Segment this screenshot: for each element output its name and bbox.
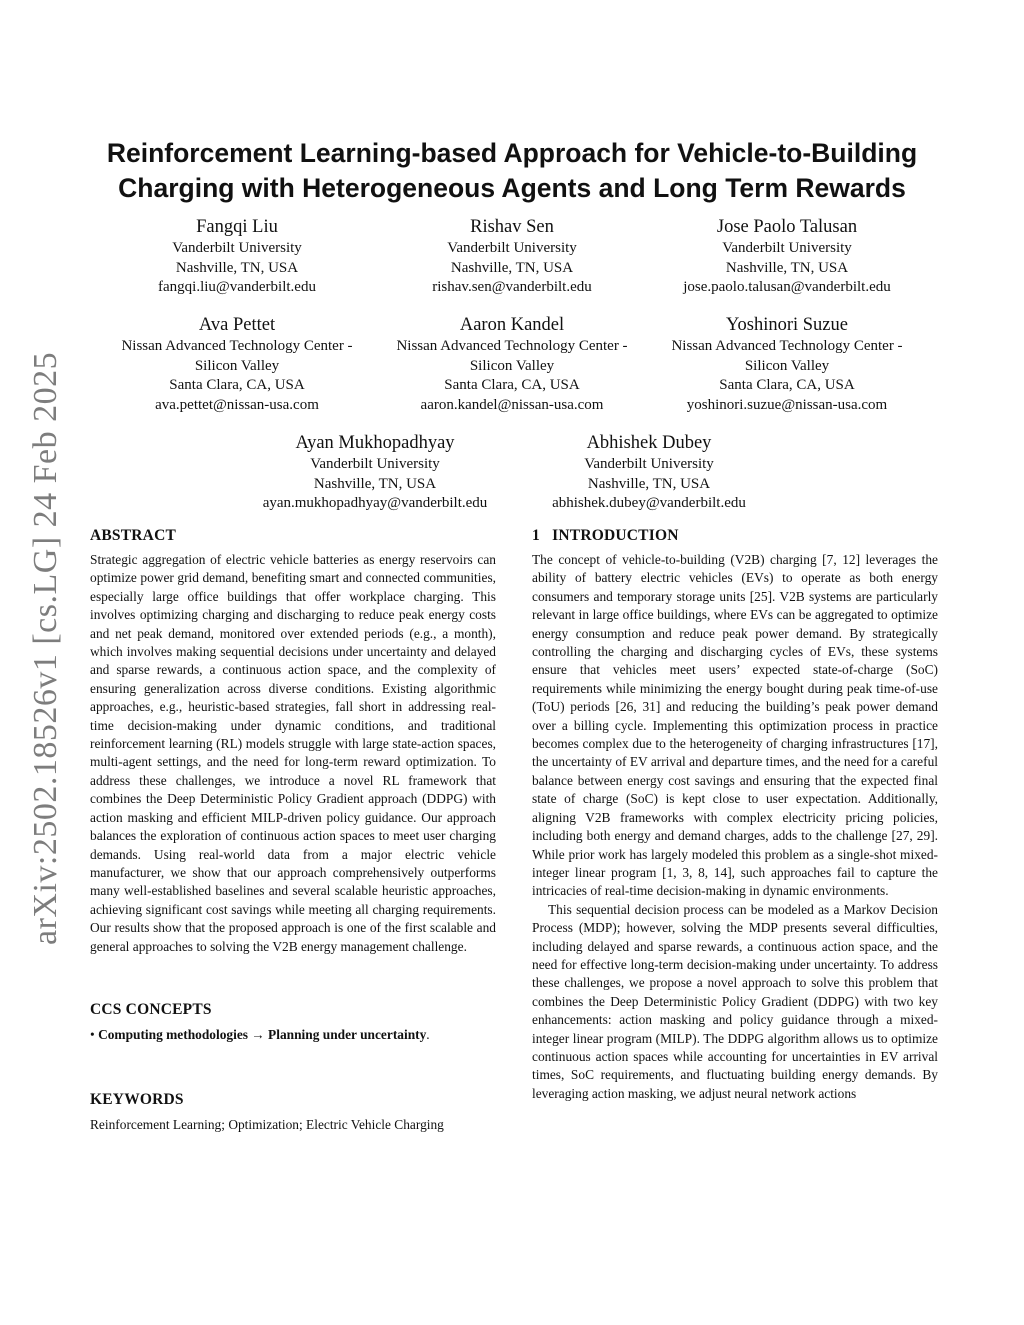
author-affiliation: Nissan Advanced Technology Center - <box>121 338 353 354</box>
abstract-text: Strategic aggregation of electric vehicle batteries as energy reservoirs can optimize power grid demand, benefiting smart and connected communities, especially large office buildings that offer workplace charging. This involves optimizing charging and discharging to reduce peak energy costs and net peak demand, monitored over extended periods (e.g., a month), which involves making sequential decisions under uncertainty and delayed and sparse rewards, a continuous action space, and the complexity of ensuring generalization across diverse conditions. Existing algorithmic approaches, e.g., heuristic-based strategies, fall short in addressing real-time decision-making under dynamic conditions, and traditional reinforcement learning (RL) models struggle with large state-action spaces, multi-agent settings, and the need for long-term reward optimization. To address these challenges, we introduce a novel RL framework that combines the Deep Deterministic Policy Gradient approach (DDPG) with action masking and efficient MILP-driven policy guidance. Our approach balances the exploration of continuous action spaces to meet user charging demands. Using real-world data from a major electric vehicle manufacturer, we show that our approach comprehensively outperforms many well-established baselines and several scalable heuristic approaches, achieving significant cost savings while meeting all charging requirements. Our results show that the proposed approach is one of the first scalable and general approaches to solving the V2B energy management challenge. <box>90 552 496 954</box>
title-line-1: Reinforcement Learning-based Approach for Vehicle-to-Building <box>106 138 918 168</box>
author-affiliation: Nissan Advanced Technology Center - <box>396 338 628 354</box>
abstract-heading: ABSTRACT <box>90 527 177 544</box>
author-block <box>97 313 377 415</box>
paper-title <box>80 136 944 206</box>
author-block <box>372 313 652 415</box>
author-email: ava.pettet@nissan-usa.com <box>155 396 319 413</box>
author-name: Ayan Mukhopadhyay <box>295 433 455 453</box>
author-email: abhishek.dubey@vanderbilt.edu <box>552 495 746 511</box>
author-name: Abhishek Dubey <box>586 433 712 453</box>
arxiv-stamp: arXiv:2502.18526v1 [cs.LG] 24 Feb 2025 <box>27 351 64 945</box>
author-block <box>647 313 927 415</box>
author-location: Santa Clara, CA, USA <box>719 377 855 393</box>
author-email: jose.paolo.talusan@vanderbilt.edu <box>683 279 891 295</box>
author-location: Nashville, TN, USA <box>587 475 711 492</box>
author-affiliation: Vanderbilt University <box>172 240 302 256</box>
author-email: yoshinori.suzue@nissan-usa.com <box>686 396 888 413</box>
introduction-paragraph-1: The concept of vehicle-to-building (V2B) charging [7, 12] leverages the ability of battery electric vehicles (EVs) to operate as both energy consumers and temporary storage units [25]. V2B systems are particularly relevant in large office buildings, where EVs can be aggregated to optimize energy consumption and reduce peak power demand. By strategically controlling the charging and discharging cycles of EVs, these systems ensure that vehicles meet users’ expected state-of-charge (SoC) requirements while minimizing the energy bought during peak time-of-use (ToU) periods [26, 31] and reducing the building’s peak power demand over a billing cycle. Implementing this optimization process in practice becomes complex due to the heterogeneity of charging infrastructures [17], the uncertainty of EV arrival and departure times, and the need for a careful balance between energy cost savings and ensuring that the expected final state of charge (SoC) is kept close to user expectation. Additionally, aligning V2B frameworks with complex electricity pricing policies, including both energy and demand charges, adds to the challenge [27, 29]. While prior work has largely modeled this problem as a single-shot mixed-integer linear program [1, 3, 8, 14], such approaches fail to capture the intricacies of real-time decision-making in dynamic environments. <box>532 552 938 899</box>
author-email: rishav.sen@vanderbilt.edu <box>432 279 592 295</box>
author-affiliation-2: Silicon Valley <box>469 357 555 374</box>
author-name: Aaron Kandel <box>459 315 565 335</box>
author-location: Santa Clara, CA, USA <box>444 377 580 393</box>
author-name: Fangqi Liu <box>196 217 278 237</box>
author-location: Santa Clara, CA, USA <box>169 377 305 393</box>
right-column <box>532 526 938 1103</box>
ccs-bullet: • <box>90 1026 95 1042</box>
author-name: Yoshinori Suzue <box>726 315 848 335</box>
left-column <box>90 526 496 1134</box>
keywords-text: Reinforcement Learning; Optimization; Electric Vehicle Charging <box>90 1116 444 1132</box>
author-location: Nashville, TN, USA <box>313 475 437 492</box>
ccs-item: Computing methodologies → Planning under uncertainty <box>98 1026 427 1042</box>
author-affiliation: Nissan Advanced Technology Center - <box>671 338 903 354</box>
author-block <box>372 215 652 298</box>
author-email: fangqi.liu@vanderbilt.edu <box>158 279 316 295</box>
author-name: Jose Paolo Talusan <box>716 217 858 237</box>
author-affiliation-2: Silicon Valley <box>744 357 830 374</box>
author-email: ayan.mukhopadhyay@vanderbilt.edu <box>262 495 488 511</box>
author-location: Nashville, TN, USA <box>450 259 574 276</box>
author-affiliation: Vanderbilt University <box>584 456 714 472</box>
ccs-concept <box>90 1026 496 1044</box>
author-location: Nashville, TN, USA <box>725 259 849 276</box>
title-line-2: Charging with Heterogeneous Agents and Long Term Rewards <box>118 173 906 203</box>
author-name: Rishav Sen <box>470 217 554 237</box>
author-affiliation: Vanderbilt University <box>310 456 440 472</box>
author-affiliation: Vanderbilt University <box>722 240 852 256</box>
author-location: Nashville, TN, USA <box>175 259 299 276</box>
author-email: aaron.kandel@nissan-usa.com <box>420 396 604 413</box>
author-block <box>235 431 515 514</box>
ccs-end: . <box>426 1026 430 1042</box>
keywords-heading: KEYWORDS <box>90 1090 184 1108</box>
introduction-heading: 1 INTRODUCTION <box>532 527 679 544</box>
ccs-heading: CCS CONCEPTS <box>90 1000 212 1018</box>
author-name: Ava Pettet <box>198 315 276 335</box>
author-affiliation-2: Silicon Valley <box>194 357 280 374</box>
author-block <box>97 215 377 298</box>
introduction-paragraph-2: This sequential decision process can be modeled as a Markov Decision Process (MDP); however, solving the MDP presents several difficulties, including delayed and sparse rewards, a continuous action space, and the need for effective long-term decision-making under uncertainty. To address these challenges, we propose a novel approach to solve this problem that combines the Deep Deterministic Policy Gradient (DDPG) with two key enhancements: action masking and policy guidance through a mixed-integer linear program (MILP). The DDPG algorithm allows us to optimize continuous action spaces while accounting for uncertainties in EV arrival times, SoC requirements, and fluctuating building energy demands. By leveraging action masking, we adjust neural network actions <box>532 901 938 1101</box>
author-block <box>509 431 789 514</box>
author-block <box>647 215 927 298</box>
author-affiliation: Vanderbilt University <box>447 240 577 256</box>
